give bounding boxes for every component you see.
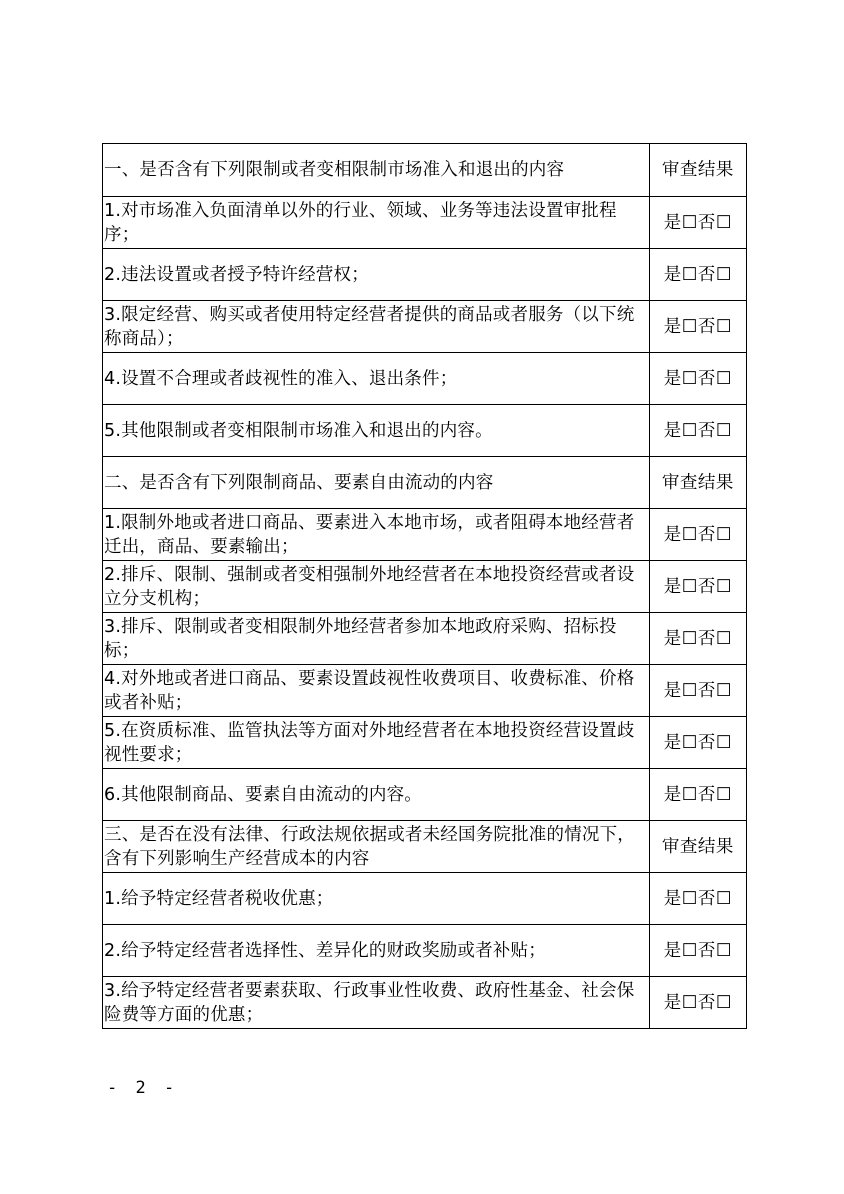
review-item-text: 1.对市场准入负面清单以外的行业、领域、业务等违法设置审批程序； — [103, 197, 650, 249]
review-item-text: 4.对外地或者进口商品、要素设置歧视性收费项目、收费标准、价格或者补贴； — [103, 665, 650, 717]
table-row — [103, 873, 747, 925]
review-result-checkboxes[interactable]: 是☐否☐ — [649, 977, 746, 1029]
review-result-checkboxes[interactable]: 是☐否☐ — [649, 353, 746, 405]
table-row — [103, 301, 747, 353]
table-row — [103, 405, 747, 457]
table-row — [103, 509, 747, 561]
table-row — [103, 561, 747, 613]
review-result-checkboxes[interactable]: 是☐否☐ — [649, 301, 746, 353]
review-result-checkboxes[interactable]: 是☐否☐ — [649, 509, 746, 561]
review-result-checkboxes[interactable]: 是☐否☐ — [649, 925, 746, 977]
review-result-checkboxes[interactable]: 是☐否☐ — [649, 717, 746, 769]
table-row — [103, 197, 747, 249]
review-item-text: 1.给予特定经营者税收优惠； — [103, 873, 650, 925]
review-item-text: 3.限定经营、购买或者使用特定经营者提供的商品或者服务（以下统称商品）； — [103, 301, 650, 353]
review-item-text: 6.其他限制商品、要素自由流动的内容。 — [103, 769, 650, 821]
review-item-text: 2.违法设置或者授予特许经营权； — [103, 249, 650, 301]
table-row — [103, 717, 747, 769]
review-item-text: 5.在资质标准、监管执法等方面对外地经营者在本地投资经营设置歧视性要求； — [103, 717, 650, 769]
review-result-checkboxes[interactable]: 是☐否☐ — [649, 873, 746, 925]
result-column-header: 审查结果 — [649, 457, 746, 509]
review-item-text: 5.其他限制或者变相限制市场准入和退出的内容。 — [103, 405, 650, 457]
review-result-checkboxes[interactable]: 是☐否☐ — [649, 405, 746, 457]
review-result-checkboxes[interactable]: 是☐否☐ — [649, 769, 746, 821]
review-item-text: 4.设置不合理或者歧视性的准入、退出条件； — [103, 353, 650, 405]
table-row — [103, 665, 747, 717]
review-item-text: 3.排斥、限制或者变相限制外地经营者参加本地政府采购、招标投标； — [103, 613, 650, 665]
table-row — [103, 925, 747, 977]
table-row — [103, 769, 747, 821]
section-heading-row — [103, 821, 747, 873]
section-heading: 一、是否含有下列限制或者变相限制市场准入和退出的内容 — [103, 144, 650, 197]
review-result-checkboxes[interactable]: 是☐否☐ — [649, 613, 746, 665]
review-item-text: 2.排斥、限制、强制或者变相强制外地经营者在本地投资经营或者设立分支机构； — [103, 561, 650, 613]
review-result-checkboxes[interactable]: 是☐否☐ — [649, 197, 746, 249]
review-result-checkboxes[interactable]: 是☐否☐ — [649, 665, 746, 717]
section-heading-row — [103, 457, 747, 509]
review-result-checkboxes[interactable]: 是☐否☐ — [649, 249, 746, 301]
section-heading: 二、是否含有下列限制商品、要素自由流动的内容 — [103, 457, 650, 509]
section-heading: 三、是否在没有法律、行政法规依据或者未经国务院批准的情况下，含有下列影响生产经营成本的内容 — [103, 821, 650, 873]
page-number: - 2 - — [107, 1078, 179, 1098]
review-item-text: 3.给予特定经营者要素获取、行政事业性收费、政府性基金、社会保险费等方面的优惠； — [103, 977, 650, 1029]
table-row — [103, 977, 747, 1029]
table-row — [103, 613, 747, 665]
result-column-header: 审查结果 — [649, 821, 746, 873]
section-heading-row — [103, 144, 747, 197]
review-item-text: 2.给予特定经营者选择性、差异化的财政奖励或者补贴； — [103, 925, 650, 977]
table-row — [103, 249, 747, 301]
result-column-header: 审查结果 — [649, 144, 746, 197]
review-result-checkboxes[interactable]: 是☐否☐ — [649, 561, 746, 613]
fair-competition-review-table — [102, 143, 747, 1029]
table-row — [103, 353, 747, 405]
review-item-text: 1.限制外地或者进口商品、要素进入本地市场，或者阻碍本地经营者迁出，商品、要素输出； — [103, 509, 650, 561]
